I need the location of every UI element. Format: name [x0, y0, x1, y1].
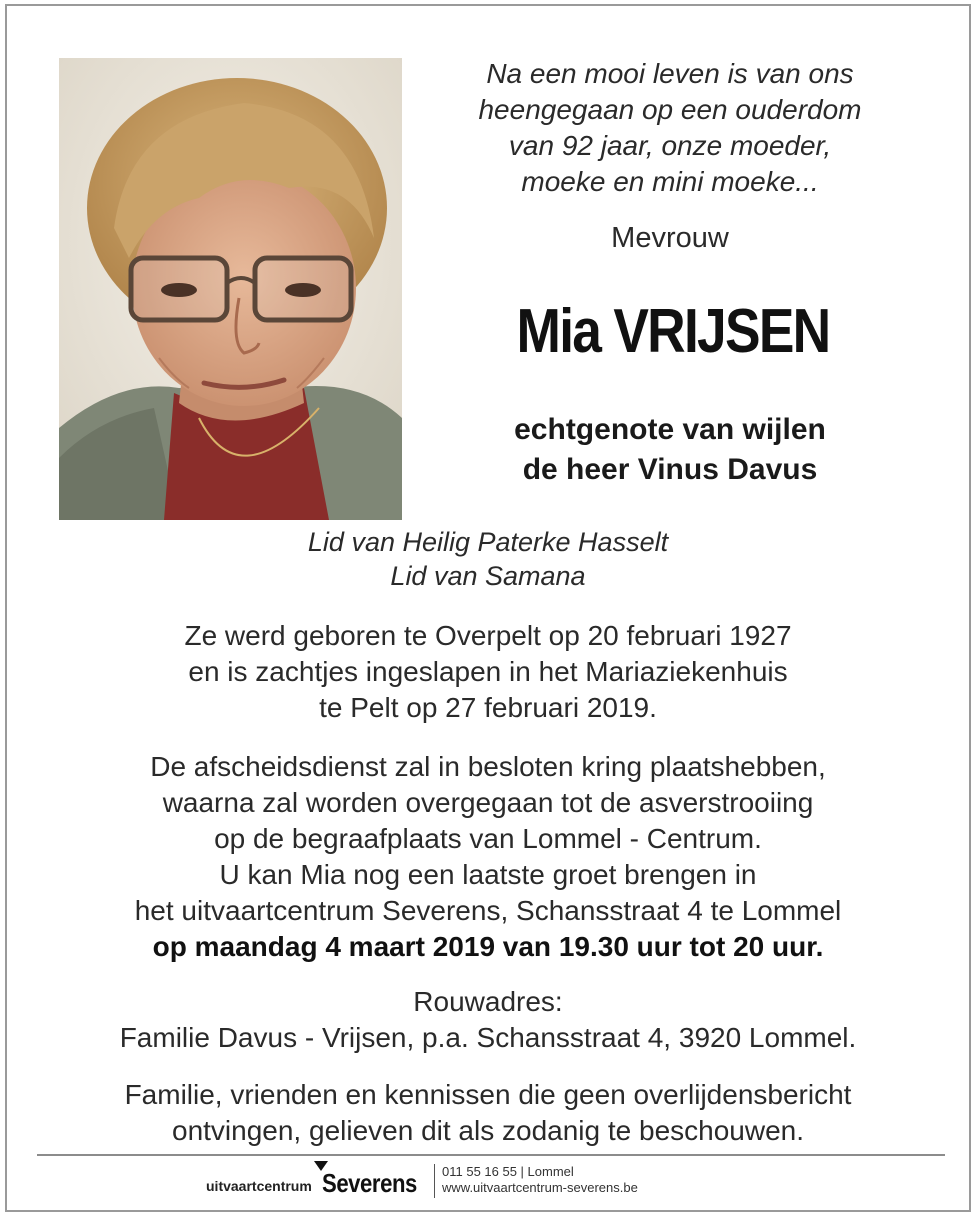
birth-line: te Pelt op 27 februari 2019. — [319, 692, 657, 723]
service-line: het uitvaartcentrum Severens, Schansstraat 4 te Lommel — [134, 895, 842, 926]
membership-line: Lid van Heilig Paterke Hasselt — [307, 527, 669, 557]
footer-website[interactable]: www.uitvaartcentrum-severens.be — [442, 1180, 638, 1195]
spouse-text — [430, 410, 910, 490]
notice-line: ontvingen, gelieven dit als zodanig te beschouwen. — [172, 1115, 804, 1146]
mourning-address-value: Familie Davus - Vrijsen, p.a. Schansstraat 4, 3920 Lommel. — [119, 1022, 857, 1053]
mourning-address-label: Rouwadres: — [413, 986, 563, 1017]
intro-line: van 92 jaar, onze moeder, — [508, 130, 832, 161]
spouse-line: de heer Vinus Davus — [522, 453, 818, 486]
intro-line: heengegaan op een ouderdom — [478, 94, 862, 125]
notice-line: Familie, vrienden en kennissen die geen overlijdensbericht — [124, 1079, 852, 1110]
service-line: op de begraafplaats van Lommel - Centrum. — [214, 823, 762, 854]
intro-text — [430, 56, 910, 200]
footer-contact — [442, 1164, 638, 1196]
funeral-home-logo — [206, 1161, 446, 1201]
spouse-line: echtgenote van wijlen — [514, 413, 826, 446]
service-line: waarna zal worden overgegaan tot de asverstrooiing — [162, 787, 814, 818]
memberships — [0, 525, 976, 593]
service-text — [0, 749, 976, 965]
salutation: Mevrouw — [611, 222, 729, 254]
birth-death-text — [0, 618, 976, 726]
birth-line: Ze werd geboren te Overpelt op 20 februari 1927 — [184, 620, 792, 651]
intro-line: Na een mooi leven is van ons — [486, 58, 854, 89]
portrait-photo — [59, 58, 402, 520]
footer-divider — [37, 1154, 945, 1156]
footer-phone: 011 55 16 55 | Lommel — [442, 1164, 574, 1179]
deceased-name: Mia VRIJSEN — [516, 297, 830, 366]
notice-text — [0, 1077, 976, 1149]
footer-separator — [434, 1164, 435, 1198]
membership-line: Lid van Samana — [390, 561, 586, 591]
logo-big-text: Severens — [322, 1168, 417, 1198]
service-line: De afscheidsdienst zal in besloten kring plaatshebben, — [150, 751, 826, 782]
portrait-illustration — [59, 58, 402, 520]
service-line: U kan Mia nog een laatste groet brengen in — [219, 859, 757, 890]
logo-small-text: uitvaartcentrum — [206, 1178, 312, 1194]
visitation-time: op maandag 4 maart 2019 van 19.30 uur tot 20 uur. — [152, 931, 824, 962]
intro-line: moeke en mini moeke... — [521, 166, 819, 197]
birth-line: en is zachtjes ingeslapen in het Mariaziekenhuis — [188, 656, 788, 687]
mourning-address — [0, 984, 976, 1056]
